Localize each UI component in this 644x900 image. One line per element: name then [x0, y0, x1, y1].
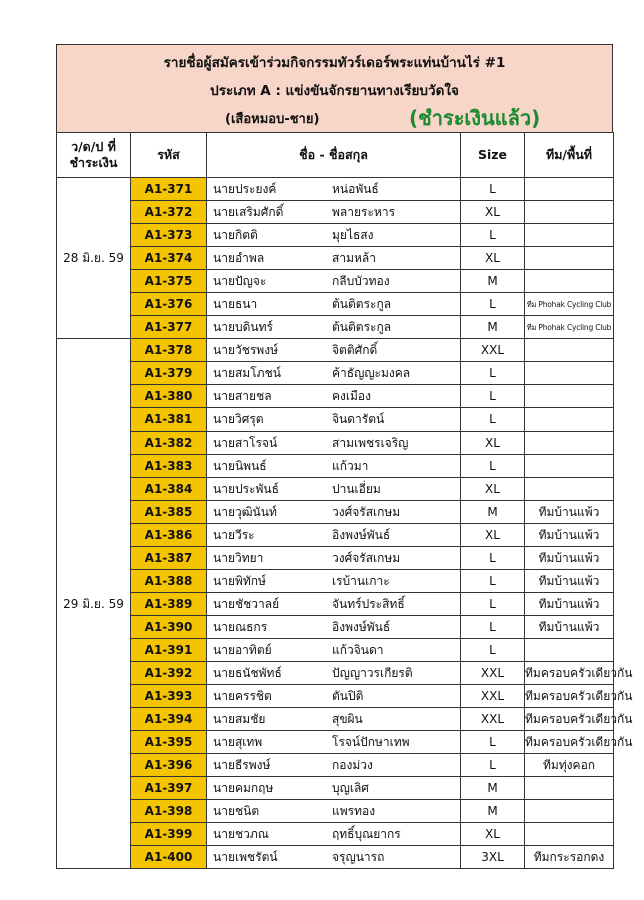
participant-name-cell [207, 247, 461, 270]
registration-code: A1-395 [131, 731, 207, 754]
registration-code: A1-375 [131, 270, 207, 293]
participant-name-cell [207, 178, 461, 201]
first-name: นายคมกฤษ [213, 781, 274, 796]
participant-name-cell [207, 754, 461, 777]
shirt-size: L [461, 293, 525, 316]
team-area [525, 454, 614, 477]
registration-code: A1-372 [131, 201, 207, 224]
participant-name-cell [207, 477, 461, 500]
shirt-size: XXL [461, 339, 525, 362]
registration-code: A1-396 [131, 754, 207, 777]
last-name: วงศ์จรัสเกษม [332, 504, 401, 519]
last-name: แก้วจินดา [332, 642, 384, 657]
registration-code: A1-398 [131, 800, 207, 823]
first-name: นายสุเทพ [213, 735, 263, 750]
shirt-size: XXL [461, 685, 525, 708]
table-row [57, 823, 614, 846]
participant-name-cell [207, 270, 461, 293]
shirt-size: L [461, 615, 525, 638]
shirt-size: XL [461, 523, 525, 546]
first-name: นายชนิต [213, 804, 260, 819]
paid-status-label: (ชำระเงินแล้ว) [409, 106, 541, 130]
event-title: รายชื่อผู้สมัครเข้าร่วมกิจกรรมทัวร์เดอร์พระแท่นบ้านไร่ #1 [163, 55, 506, 71]
shirt-size: M [461, 270, 525, 293]
last-name: จิตติศักดิ์ [332, 343, 378, 358]
team-area [525, 408, 614, 431]
table-row [57, 754, 614, 777]
shirt-size: XL [461, 431, 525, 454]
shirt-size: M [461, 316, 525, 339]
registration-code: A1-374 [131, 247, 207, 270]
participant-name-cell [207, 523, 461, 546]
registration-code: A1-383 [131, 454, 207, 477]
shirt-size: L [461, 731, 525, 754]
table-row [57, 685, 614, 708]
participant-name-cell [207, 362, 461, 385]
team-area [525, 178, 614, 201]
team-area: ทีม Phohak Cycling Club [525, 293, 614, 316]
registration-code: A1-392 [131, 661, 207, 684]
shirt-size: XL [461, 823, 525, 846]
first-name: นายสมชัย [213, 712, 266, 727]
team-area [525, 431, 614, 454]
first-name: นายพิทักษ์ [213, 573, 266, 588]
team-area: ทีมกระรอกดง [525, 846, 614, 869]
registration-code: A1-377 [131, 316, 207, 339]
team-area [525, 224, 614, 247]
shirt-size: L [461, 754, 525, 777]
category-subtitle: (เสือหมอบ-ชาย) [225, 112, 320, 127]
participant-name-cell [207, 339, 461, 362]
registration-code: A1-376 [131, 293, 207, 316]
last-name: กลีบบัวทอง [332, 274, 390, 289]
table-row [57, 270, 614, 293]
last-name: จินดารัตน์ [332, 412, 385, 427]
participant-name-cell [207, 615, 461, 638]
first-name: นายเสริมศักดิ์ [213, 205, 284, 220]
registration-code: A1-379 [131, 362, 207, 385]
category-title: ประเภท A : แข่งขันจักรยานทางเรียบวัดใจ [210, 83, 459, 99]
first-name: นายประยงค์ [213, 182, 277, 196]
table-row [57, 638, 614, 661]
shirt-size: L [461, 385, 525, 408]
shirt-size: XL [461, 477, 525, 500]
table-row [57, 800, 614, 823]
registration-code: A1-384 [131, 477, 207, 500]
payment-date-cell: 28 มิ.ย. 59 [57, 178, 131, 339]
table-row [57, 247, 614, 270]
first-name: นายบดินทร์ [213, 320, 273, 335]
last-name: บุญเลิศ [332, 781, 369, 796]
table-row [57, 708, 614, 731]
table-row [57, 523, 614, 546]
shirt-size: L [461, 408, 525, 431]
col-header-size: Size [461, 133, 525, 178]
table-row [57, 408, 614, 431]
table-row [57, 454, 614, 477]
table-row [57, 731, 614, 754]
registration-code: A1-390 [131, 615, 207, 638]
registration-code: A1-386 [131, 523, 207, 546]
first-name: นายประพันธ์ [213, 481, 279, 496]
table-row [57, 385, 614, 408]
participant-name-cell [207, 846, 461, 869]
last-name: ต้นติตระกูล [332, 297, 392, 312]
shirt-size: XL [461, 201, 525, 224]
table-row [57, 178, 614, 201]
participant-name-cell [207, 316, 461, 339]
team-area: ทีมบ้านแพ้ว [525, 592, 614, 615]
registration-code: A1-397 [131, 777, 207, 800]
last-name: แพรทอง [332, 804, 376, 819]
col-header-team: ทีม/พื้นที่ [525, 133, 614, 178]
table-row [57, 615, 614, 638]
participant-name-cell [207, 454, 461, 477]
table-row [57, 477, 614, 500]
registration-code: A1-391 [131, 638, 207, 661]
table-row [57, 569, 614, 592]
shirt-size: L [461, 592, 525, 615]
table-row [57, 362, 614, 385]
registration-table [56, 132, 633, 869]
shirt-size: XXL [461, 708, 525, 731]
registration-code: A1-399 [131, 823, 207, 846]
last-name: แก้วมา [332, 458, 369, 473]
last-name: อิงพงษ์พันธ์ [332, 619, 391, 634]
first-name: นายกิตติ [213, 228, 258, 243]
last-name: กองม่วง [332, 758, 373, 773]
registration-code: A1-385 [131, 500, 207, 523]
last-name: ปัญญาวรเกียรติ [332, 665, 413, 680]
first-name: นายวัชรพงษ์ [213, 343, 278, 358]
team-area [525, 638, 614, 661]
first-name: นายวุฒินันท์ [213, 504, 277, 519]
registration-code: A1-389 [131, 592, 207, 615]
last-name: จันทร์ประสิทธิ์ [332, 596, 405, 611]
shirt-size: L [461, 224, 525, 247]
last-name: จรุญนารถ [332, 850, 385, 865]
col-header-date: ว/ด/ป ที่ชำระเงิน [57, 133, 131, 178]
last-name: พลายระหาร [332, 205, 396, 220]
table-row [57, 846, 614, 869]
last-name: สุขผิน [332, 712, 363, 727]
table-row [57, 293, 614, 316]
first-name: นายสายชล [213, 389, 272, 404]
col-header-name: ชื่อ - ชื่อสกุล [207, 133, 461, 178]
first-name: นายเพชรัตน์ [213, 850, 278, 865]
first-name: นายสมโภชน์ [213, 366, 281, 381]
table-row [57, 777, 614, 800]
first-name: นายธนัชพัทธ์ [213, 665, 282, 680]
participant-name-cell [207, 293, 461, 316]
team-area: ทีมครอบครัวเดียวกัน [525, 708, 614, 731]
first-name: นายครรชิต [213, 689, 272, 704]
shirt-size: M [461, 800, 525, 823]
last-name: คงเมือง [332, 389, 371, 404]
registration-code: A1-388 [131, 569, 207, 592]
team-area: ทีมบ้านแพ้ว [525, 546, 614, 569]
last-name: เรบ้านเกาะ [332, 573, 390, 588]
table-row [57, 431, 614, 454]
first-name: นายอาทิตย์ [213, 642, 272, 657]
participant-name-cell [207, 685, 461, 708]
last-name: โรจน์ปักษาเทพ [332, 735, 410, 750]
last-name: สามเพชรเจริญ [332, 435, 409, 450]
participant-name-cell [207, 385, 461, 408]
shirt-size: XL [461, 247, 525, 270]
last-name: วงศ์จรัสเกษม [332, 550, 401, 565]
shirt-size: M [461, 500, 525, 523]
team-area [525, 362, 614, 385]
shirt-size: L [461, 362, 525, 385]
table-row [57, 661, 614, 684]
first-name: นายธีรพงษ์ [213, 758, 271, 773]
team-area [525, 823, 614, 846]
participant-name-cell [207, 546, 461, 569]
last-name: ปานเอี่ยม [332, 481, 381, 496]
participant-name-cell [207, 431, 461, 454]
team-area [525, 339, 614, 362]
table-row [57, 546, 614, 569]
shirt-size: 3XL [461, 846, 525, 869]
registration-code: A1-387 [131, 546, 207, 569]
registration-code: A1-380 [131, 385, 207, 408]
table-row [57, 500, 614, 523]
participant-name-cell [207, 731, 461, 754]
registration-code: A1-382 [131, 431, 207, 454]
table-header-row [57, 133, 614, 178]
participant-name-cell [207, 708, 461, 731]
last-name: สามหล้า [332, 251, 376, 266]
last-name: ฤทธิ์บุณยากร [332, 827, 401, 842]
registration-code: A1-373 [131, 224, 207, 247]
participant-name-cell [207, 201, 461, 224]
participant-name-cell [207, 592, 461, 615]
table-row [57, 339, 614, 362]
last-name: อิงพงษ์พันธ์ [332, 527, 391, 542]
registration-code: A1-371 [131, 178, 207, 201]
first-name: นายสาโรจน์ [213, 435, 278, 450]
first-name: นายณธกร [213, 619, 268, 634]
team-area: ทีมบ้านแพ้ว [525, 615, 614, 638]
participant-name-cell [207, 661, 461, 684]
team-area: ทีมครอบครัวเดียวกัน [525, 661, 614, 684]
shirt-size: L [461, 454, 525, 477]
first-name: นายวีระ [213, 527, 255, 542]
first-name: นายปัญจะ [213, 274, 267, 289]
registration-code: A1-400 [131, 846, 207, 869]
first-name: นายนิพนธ์ [213, 458, 267, 473]
participant-name-cell [207, 408, 461, 431]
table-row [57, 592, 614, 615]
table-row [57, 201, 614, 224]
team-area [525, 247, 614, 270]
team-area [525, 201, 614, 224]
shirt-size: L [461, 638, 525, 661]
participant-name-cell [207, 638, 461, 661]
team-area: ทีมทุ่งคอก [525, 754, 614, 777]
participant-name-cell [207, 569, 461, 592]
shirt-size: XXL [461, 661, 525, 684]
shirt-size: L [461, 569, 525, 592]
first-name: นายวิทยา [213, 550, 264, 565]
registration-code: A1-394 [131, 708, 207, 731]
team-area [525, 477, 614, 500]
team-area: ทีมบ้านแพ้ว [525, 523, 614, 546]
first-name: นายธนา [213, 297, 258, 312]
last-name: ต้นติตระกูล [332, 320, 392, 335]
first-name: นายวิศรุต [213, 412, 264, 427]
team-area [525, 777, 614, 800]
team-area [525, 270, 614, 293]
last-name: มุยไธสง [332, 228, 374, 243]
participant-name-cell [207, 823, 461, 846]
participant-name-cell [207, 777, 461, 800]
shirt-size: L [461, 546, 525, 569]
table-row [57, 224, 614, 247]
col-header-code: รหัส [131, 133, 207, 178]
team-area: ทีมบ้านแพ้ว [525, 569, 614, 592]
team-area: ทีมครอบครัวเดียวกัน [525, 685, 614, 708]
first-name: นายชวภณ [213, 827, 269, 842]
registration-sheet [56, 44, 633, 869]
first-name: นายชัชวาลย์ [213, 596, 280, 611]
sheet-header [56, 44, 613, 132]
team-area [525, 385, 614, 408]
registration-code: A1-393 [131, 685, 207, 708]
registration-code: A1-378 [131, 339, 207, 362]
last-name: ค้าธัญญะมงคล [332, 366, 411, 381]
payment-date-cell: 29 มิ.ย. 59 [57, 339, 131, 869]
shirt-size: L [461, 178, 525, 201]
team-area: ทีมบ้านแพ้ว [525, 500, 614, 523]
table-row [57, 316, 614, 339]
last-name: ตันปิติ [332, 689, 364, 704]
last-name: หน่อพันธ์ [332, 182, 379, 196]
shirt-size: M [461, 777, 525, 800]
team-area: ทีมครอบครัวเดียวกัน [525, 731, 614, 754]
participant-name-cell [207, 800, 461, 823]
participant-name-cell [207, 224, 461, 247]
first-name: นายอำพล [213, 251, 265, 266]
team-area [525, 800, 614, 823]
participant-name-cell [207, 500, 461, 523]
registration-code: A1-381 [131, 408, 207, 431]
team-area: ทีม Phohak Cycling Club [525, 316, 614, 339]
